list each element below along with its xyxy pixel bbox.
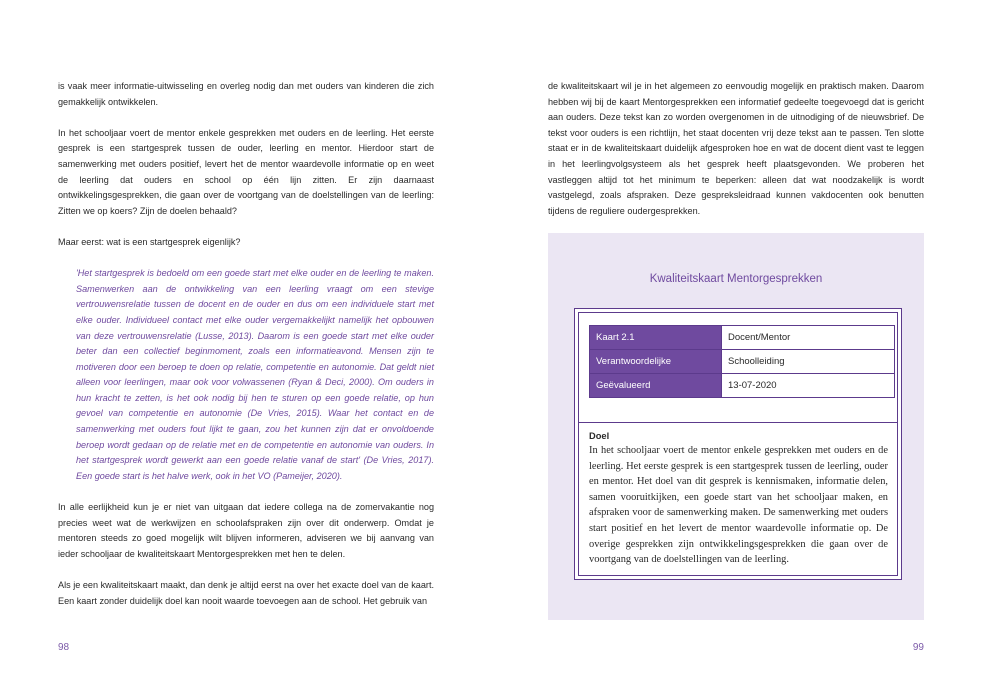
page-number-right: 99 bbox=[912, 642, 924, 653]
doel-section bbox=[579, 422, 897, 568]
meta-value: Docent/Mentor bbox=[722, 326, 895, 350]
quality-card-inner bbox=[578, 312, 898, 576]
card-title: Kwaliteitskaart Mentorgesprekken bbox=[649, 273, 823, 285]
table-row bbox=[590, 350, 895, 374]
quality-card-panel bbox=[548, 233, 924, 620]
meta-key: Kaart 2.1 bbox=[590, 326, 722, 350]
doel-heading: Doel bbox=[589, 431, 610, 441]
block-quote: 'Het startgesprek is bedoeld om een goede start met elke ouder en de leerling te maken. Samenwerken aan de ontwikkeling van een leerling vraagt om een stevige vertrouwensrelatie tussen de docent en de ouder en dus om een individuele start met elke ouder. Individueel contact met elke ouder vergemakkelijkt namelijk het opbouwen van deze vertrouwensrelatie (Lusse, 2013). Daarom is een goede start met elke ouder beter dan een collectief beginmoment, zoals een informatieavond. Mensen zijn te motiveren door een beroep te doen op relatie, competentie en autonomie. Dat geldt niet alleen voor leerlingen, maar ook voor volwassenen (Ryan & Deci, 2000). Om ouders in hun kracht te zetten, is het ook nodig bij hen te sturen op een goede relatie, op hun gevoel van competentie en autonomie (De Vries, 2015). Waar het contact en de samenwerking met ouders fout lijkt te gaan, zou het kunnen zijn dat er onvoldoende beroep wordt gedaan op de relatie met en de competentie en autonomie van ouders. In het startgesprek wordt gewerkt aan een goede relatie vanaf de start' (De Vries, 2017). Een goede start is het halve werk, ook in het VO (Pameijer, 2020). bbox=[76, 268, 434, 481]
quality-card bbox=[574, 308, 902, 580]
body-paragraph: is vaak meer informatie-uitwisseling en overleg nodig dan met ouders van kinderen die zich gemakkelijk ontwikkelen. bbox=[58, 81, 434, 107]
body-paragraph: In het schooljaar voert de mentor enkele gesprekken met ouders en de leerling. Het eerste gesprek is een startgesprek tussen de ouder, leerling en mentor. Hierdoor start de samenwerking met ouders positief, levert het de mentor waardevolle informatie op en weet de leerling dat ouders en school op één lijn zitten. Er zijn daarnaast ontwikkelingsgesprekken, die gaan over de voortgang van de doelstellingen van de leerling: Zitten we op koers? Zijn de doelen behaald? bbox=[58, 127, 434, 216]
right-text-column bbox=[548, 79, 924, 235]
body-paragraph: Maar eerst: wat is een startgesprek eigenlijk? bbox=[58, 236, 241, 247]
right-page bbox=[491, 0, 982, 694]
body-paragraph: de kwaliteitskaart wil je in het algemeen zo eenvoudig mogelijk en praktisch maken. Daarom hebben wij bij de kaart Mentorgesprekken een informatief gedeelte toegevoegd dat is gericht aan ouders. Deze tekst kan zo worden overgenomen in de uitnodiging of de nieuwsbrief. De tekst voor ouders is een richtlijn, het staat docenten vrij deze tekst aan te passen. Ten slotte staat er in de kwaliteitskaart duidelijk afgesproken hoe en wat de docent dient vast te leggen in het leerlingvolgsysteem als het gesprek heeft plaatsgevonden. We proberen het vastleggen altijd tot het minimum te beperken: alleen dat wat noodzakelijk is wordt vastgelegd, zoals afspraken. Deze gespreksleidraad kunnen vakdocenten ook benutten tijdens de reguliere oudergesprekken. bbox=[548, 81, 924, 216]
body-paragraph: In alle eerlijkheid kun je er niet van uitgaan dat iedere collega na de zomervakantie nog precies weet wat de werkwijzen en schoolafspraken zijn over dit onderwerp. Omdat je mentoren steeds zo goed mogelijk wilt blijven informeren, adviseren we bij aanvang van ieder schooljaar de kwaliteitskaart Mentorgesprekken met hen te delen. bbox=[58, 502, 434, 559]
body-paragraph: Als je een kwaliteitskaart maakt, dan denk je altijd eerst na over het exacte doel van de kaart. Een kaart zonder duidelijk doel kan nooit waarde toevoegen aan de school. Het gebruik van bbox=[58, 580, 434, 606]
meta-value: 13-07-2020 bbox=[722, 374, 895, 398]
doel-text: In het schooljaar voert de mentor enkele gesprekken met ouders en de leerling. Het eerste gesprek is een startgesprek tussen de leerling, ouder en mentor. Het doel van dit gesprek is kennismaken, informatie delen, samen vooruitkijken, een goede start van het schooljaar maken, en afspraken voor de samenwerking maken. De samenwerking met ouders start positief en het levert de mentor waardevolle informatie op. De overige gesprekken zijn ontwikkelingsgesprekken die gaan over de voortgang van de doelstellingen van de leerling. bbox=[589, 445, 888, 566]
table-row bbox=[590, 374, 895, 398]
meta-key: Geëvalueerd bbox=[590, 374, 722, 398]
table-row bbox=[590, 326, 895, 350]
left-text-column bbox=[58, 79, 434, 625]
card-meta-table bbox=[589, 325, 895, 398]
meta-value: Schoolleiding bbox=[722, 350, 895, 374]
meta-key: Verantwoordelijke bbox=[590, 350, 722, 374]
page-number-left: 98 bbox=[58, 642, 70, 653]
